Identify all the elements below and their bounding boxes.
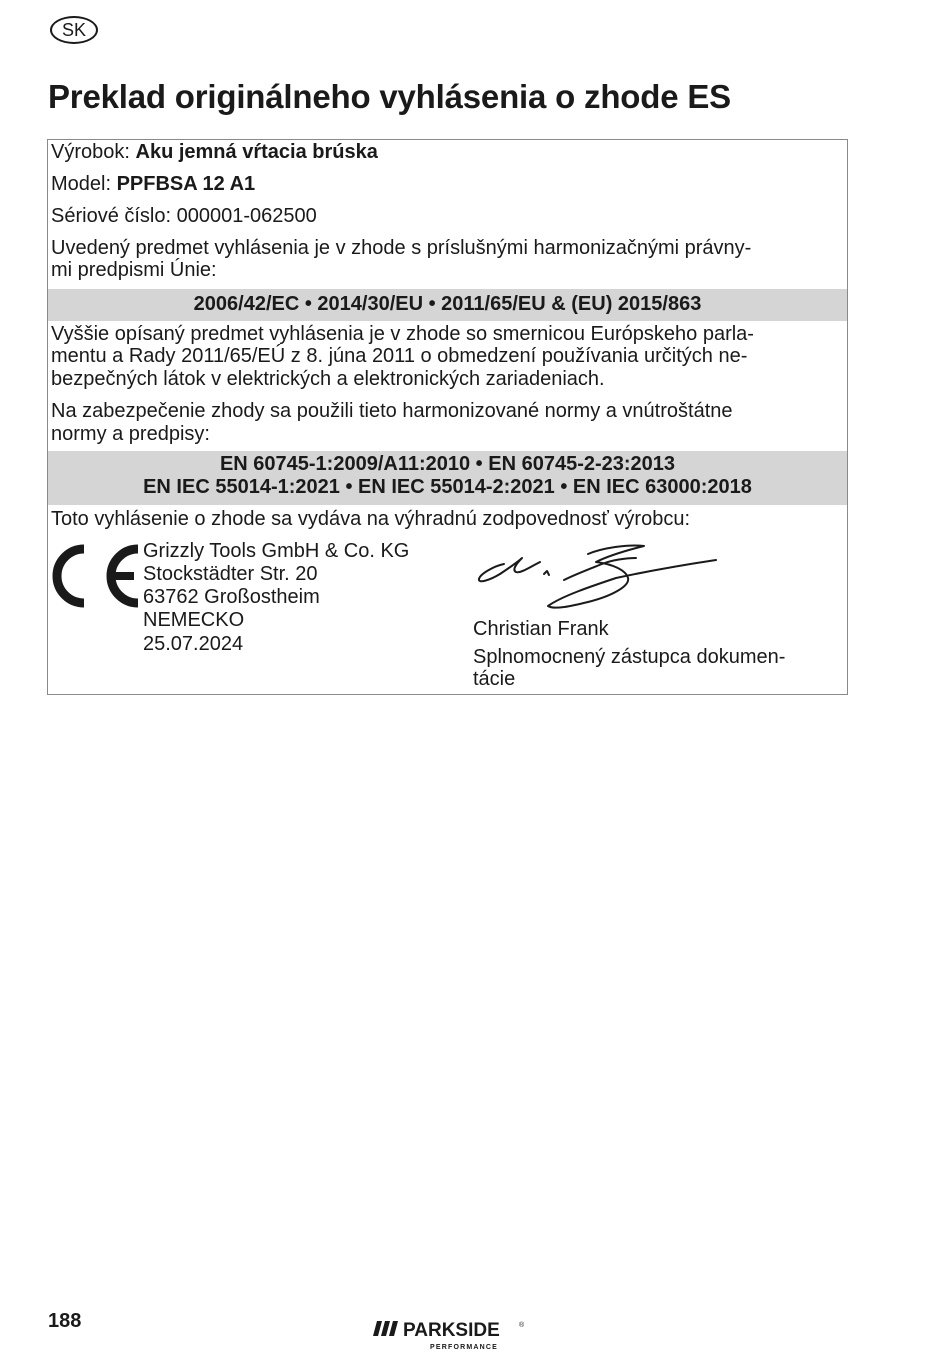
conformity-line-2: mi predpismi Únie:: [51, 259, 217, 281]
rohs-line-2: mentu a Rady 2011/65/EÚ z 8. júna 2011 o obmedzení používania určitých ne-: [51, 345, 748, 367]
declaration-box: [47, 139, 848, 695]
product-line: [51, 141, 378, 164]
page-title: Preklad originálneho vyhlásenia o zhode ES: [48, 78, 731, 115]
serial-line: Sériové číslo: 000001-062500: [51, 205, 317, 227]
product-name: Aku jemná vŕtacia brúska: [135, 141, 378, 163]
rohs-line-3: bezpečných látok v elektrických a elektronických zariadeniach.: [51, 368, 605, 390]
declaration-date: 25.07.2024: [143, 633, 244, 655]
signer-name: Christian Frank: [473, 618, 609, 640]
manufacturer-name: Grizzly Tools GmbH & Co. KG: [143, 540, 410, 562]
page-number: 188: [48, 1310, 82, 1332]
brand-subtitle: PERFORMANCE: [430, 1344, 499, 1351]
manufacturer-country: NEMECKO: [143, 609, 245, 631]
conformity-line-1: Uvedený predmet vyhlásenia je v zhode s príslušnými harmonizačnými právny-: [51, 237, 752, 259]
model-value: PPFBSA 12 A1: [116, 173, 256, 195]
language-code: SK: [61, 20, 86, 40]
svg-text:®: ®: [519, 1322, 524, 1329]
standards-line-1: EN 60745-1:2009/A11:2010 • EN 60745-2-23:2013: [219, 453, 676, 475]
manufacturer-city: 63762 Großostheim: [143, 586, 320, 608]
parkside-logo: [372, 1318, 524, 1352]
signer-role-line-1: Splnomocnený zástupca dokumen-: [473, 646, 786, 668]
manufacturer-street: Stockstädter Str. 20: [143, 563, 318, 585]
product-label: Výrobok:: [51, 141, 130, 163]
signer-role-line-2: tácie: [473, 668, 516, 690]
standards-band: [48, 451, 847, 505]
brand-name: PARKSIDE: [403, 1320, 500, 1341]
directives-band: [48, 289, 847, 321]
model-line: [51, 173, 255, 196]
norms-line-2: normy a predpisy:: [51, 423, 210, 445]
model-label: Model:: [51, 173, 112, 195]
standards-line-2: EN IEC 55014-1:2021 • EN IEC 55014-2:2021 • EN IEC 63000:2018: [143, 476, 752, 498]
directives-line: 2006/42/EC • 2014/30/EU • 2011/65/EU & (EU) 2015/863: [193, 293, 702, 315]
language-badge: [50, 16, 98, 44]
ce-mark-icon: [50, 544, 142, 608]
rohs-line-1: Vyššie opísaný predmet vyhlásenia je v zhode so smernicou Európskeho parla-: [51, 323, 754, 345]
norms-line-1: Na zabezpečenie zhody sa použili tieto harmonizované normy a vnútroštátne: [51, 400, 733, 422]
signature-image: [476, 544, 726, 614]
responsibility-line: Toto vyhlásenie o zhode sa vydáva na výhradnú zodpovednosť výrobcu:: [51, 508, 691, 530]
